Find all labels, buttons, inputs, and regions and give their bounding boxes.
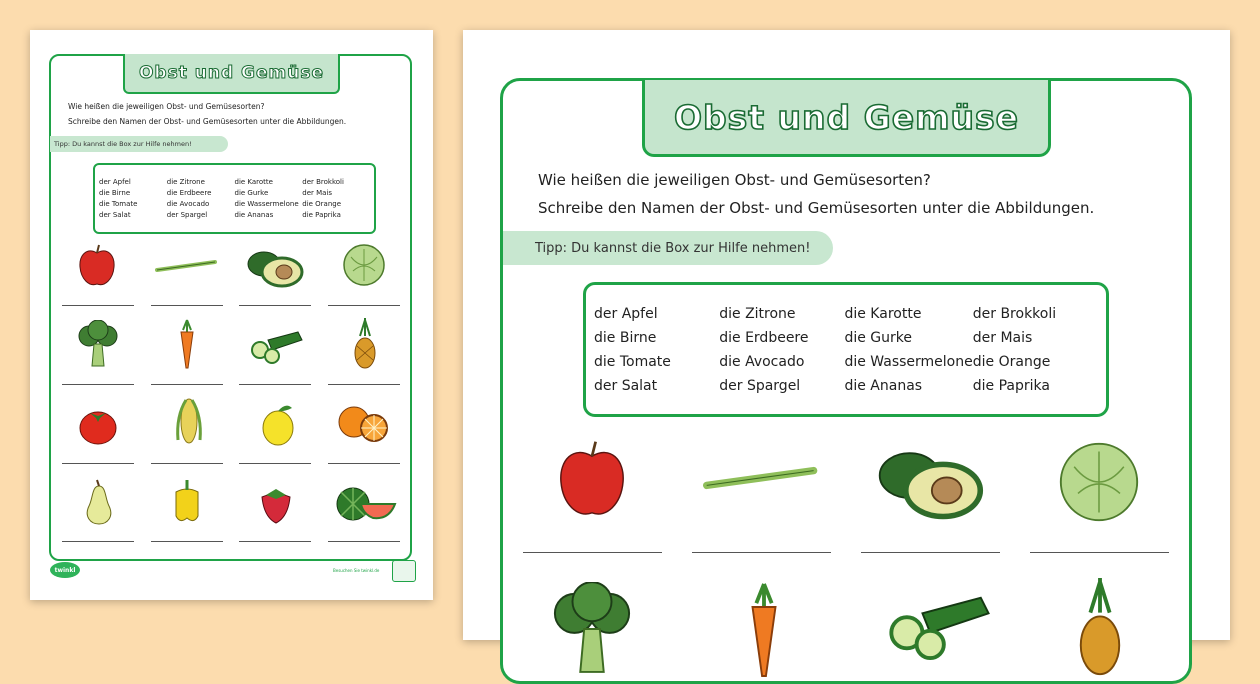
word-item: der Mais xyxy=(972,329,1033,346)
answer-line xyxy=(62,463,134,464)
strawberry-icon xyxy=(258,485,294,525)
small-word: die Zitrone xyxy=(166,178,205,186)
cucumber-icon xyxy=(248,328,304,364)
answer-line xyxy=(861,552,1000,553)
small-word: die Gurke xyxy=(234,189,269,197)
small-word: der Spargel xyxy=(166,211,208,219)
large-instruction-2: Schreibe den Namen der Obst- und Gemüsesorten unter die Abbildungen. xyxy=(538,199,1095,217)
answer-line xyxy=(62,305,134,306)
large-title-box xyxy=(642,80,1051,157)
answer-line xyxy=(62,541,134,542)
answer-line xyxy=(523,552,662,553)
lemon-icon xyxy=(258,402,298,448)
word-item: die Karotte xyxy=(844,305,922,322)
quality-badge-icon xyxy=(392,560,416,582)
small-title-box xyxy=(123,54,340,94)
answer-line xyxy=(62,384,134,385)
apple-icon xyxy=(77,243,117,289)
large-tip-banner xyxy=(503,231,833,265)
carrot-icon xyxy=(741,580,787,680)
answer-line xyxy=(328,541,400,542)
pear-icon xyxy=(82,478,116,526)
word-item: die Erdbeere xyxy=(719,329,809,346)
answer-line xyxy=(239,384,311,385)
word-item: der Spargel xyxy=(719,377,801,394)
answer-line xyxy=(239,541,311,542)
footer-visit-text: Besuchen Sie twinkl.de xyxy=(333,568,380,573)
small-word: der Mais xyxy=(302,189,333,197)
small-word: die Paprika xyxy=(302,211,341,219)
avocado-icon xyxy=(876,445,984,521)
twinkl-logo: twinkl xyxy=(50,562,80,578)
orange-icon xyxy=(336,404,392,444)
small-page-title: Obst und Gemüse xyxy=(138,63,325,83)
small-word: die Birne xyxy=(99,189,131,197)
corn-icon xyxy=(174,396,204,446)
small-worksheet xyxy=(30,30,433,600)
answer-line xyxy=(328,463,400,464)
lettuce-icon xyxy=(1055,440,1143,524)
large-tip-text: Tipp: Du kannst die Box zur Hilfe nehmen! xyxy=(535,240,811,256)
small-word: die Wassermelone xyxy=(234,200,299,208)
small-word: die Orange xyxy=(302,200,342,208)
word-item: der Salat xyxy=(594,377,658,394)
cucumber-icon xyxy=(883,590,993,660)
word-item: die Wassermelone xyxy=(844,353,973,370)
small-word: die Tomate xyxy=(99,200,138,208)
broccoli-icon xyxy=(551,582,633,676)
answer-line xyxy=(1030,552,1169,553)
large-page-title: Obst und Gemüse xyxy=(673,97,1020,137)
word-item: die Zitrone xyxy=(719,305,796,322)
asparagus-icon xyxy=(155,258,219,274)
word-item: der Apfel xyxy=(594,305,658,322)
broccoli-icon xyxy=(77,320,119,368)
answer-line xyxy=(328,305,400,306)
word-item: die Ananas xyxy=(844,377,923,394)
small-tip-banner xyxy=(50,136,228,152)
small-instruction-1: Wie heißen die jeweiligen Obst- und Gemüsesorten? xyxy=(68,102,265,111)
small-word: der Brokkoli xyxy=(302,178,344,186)
small-word-box xyxy=(93,163,376,234)
answer-line xyxy=(151,384,223,385)
pineapple-icon xyxy=(1075,578,1125,678)
small-word: die Ananas xyxy=(234,211,274,219)
answer-line xyxy=(151,541,223,542)
small-tip-text: Tipp: Du kannst die Box zur Hilfe nehmen! xyxy=(54,140,192,148)
carrot-icon xyxy=(175,318,199,370)
small-word: der Salat xyxy=(99,211,131,219)
word-item: die Orange xyxy=(972,353,1051,370)
word-item: die Paprika xyxy=(972,377,1050,394)
small-word: die Karotte xyxy=(234,178,273,186)
word-item: der Brokkoli xyxy=(972,305,1057,322)
large-word-box xyxy=(583,282,1109,417)
word-item: die Gurke xyxy=(844,329,913,346)
lettuce-icon xyxy=(341,243,387,287)
large-worksheet xyxy=(463,30,1230,640)
tomato-icon xyxy=(78,406,118,446)
avocado-icon xyxy=(246,248,304,288)
small-word: der Apfel xyxy=(99,178,131,186)
asparagus-icon xyxy=(703,463,821,493)
answer-line xyxy=(239,305,311,306)
answer-line xyxy=(239,463,311,464)
word-item: die Avocado xyxy=(719,353,805,370)
small-instruction-2: Schreibe den Namen der Obst- und Gemüsesorten unter die Abbildungen. xyxy=(68,117,347,126)
word-item: die Birne xyxy=(594,329,657,346)
answer-line xyxy=(151,463,223,464)
large-instruction-1: Wie heißen die jeweiligen Obst- und Gemüsesorten? xyxy=(538,171,931,189)
word-item: die Tomate xyxy=(594,353,671,370)
answer-line xyxy=(692,552,831,553)
pineapple-icon xyxy=(352,318,378,370)
pepper-icon xyxy=(170,478,204,526)
answer-line xyxy=(328,384,400,385)
small-word: die Avocado xyxy=(166,200,210,208)
answer-line xyxy=(151,305,223,306)
small-word: die Erdbeere xyxy=(166,189,212,197)
apple-icon xyxy=(554,438,630,522)
watermelon-icon xyxy=(333,486,397,524)
